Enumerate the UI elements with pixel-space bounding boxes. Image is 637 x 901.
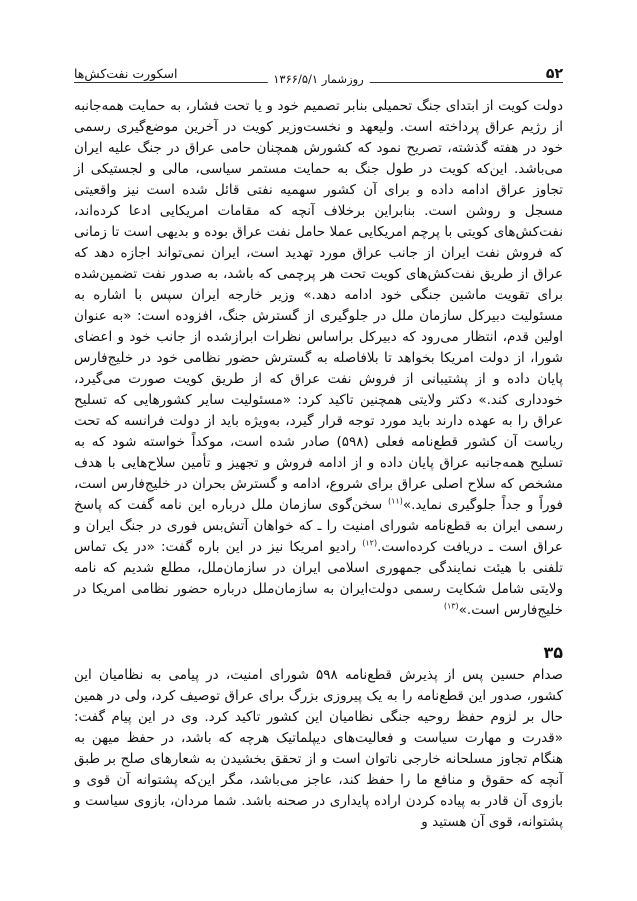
page-number: ۵۲ [545,66,563,82]
entry-34-text [74,96,563,621]
footnote-ref-12: (۱۲) [362,538,378,548]
entry-number-35: ۳۵ [543,643,563,662]
entry-34-part-3: رادیو امریکا نیز در این باره گفت: «در یک تماس تلفنی با هیئت نمایندگی جمهوری اسلامی ایران در سازمان‌ملل، مطلع شدیم که نامه ولایتی شامل شکایت رسمی دولت‌ایران به سازمان‌ملل درباره حضور نظامی امریکا در خلیج‌فارس است.» [74,539,563,618]
page-body [74,96,563,833]
entry-35-text: صدام حسین پس از پذیرش قطع‌نامه ۵۹۸ شورای امنیت، در پیامی به نظامیان این کشور، صدور این قطع‌نامه را به یک پیروزی بزرگ برای عراق توصیف کرد، ولی در همین حال بر لزوم حفظ روحیه جنگی نظامیان این کشور تاکید کرد. وی در این پیام گفت: «قدرت و مهارت سیاست و فعالیت‌های دیپلماتیک هرچه که باشد، در حفظ میهن به هنگام تجاوز مسلحانه خارجی ناتوان است و از تحقق بخشیدن به شعارهای صلح بر طبق آنچه که حقوق و منافع ما را حفظ کند، عاجز می‌باشد، مگر این‌که پشتوانه آن قوی و بازوی آن قادر به پیاده کردن اراده پایداری در صحنه باشد. شما مردان، بازوی سیاست و پشتوانه، قوی آن هستید و [74,667,563,830]
entry-34-part-1: دولت کویت از ابتدای جنگ تحمیلی بنابر تصمیم خود و یا تحت فشار، به حمایت همه‌جانبه از رژیم عراق پرداخته است. ولیعهد و نخست‌وزیر کویت در آخرین موضع‌گیری رسمی خود در هفته گذشته، تصریح نمود که کشورش همچنان حامی عراق در جنگ علیه ایران می‌باشد. این‌که کویت در طول جنگ به حمایت مستمر سیاسی، مالی و لجستیکی از تجاوز عراق ادامه داده و برای آن کشور سهمیه نفتی قائل شده است نیز واقعیتی مسجل و روشن است. بنابراین برخلاف آنچه که مقامات امریکایی ادعا کرده‌اند، نفت‌کش‌های کویتی با پرچم امریکایی عملا حامل نفت عراق بوده و بدیهی است تا زمانی که فروش نفت ایران از جانب عراق مورد تهدید است، ایران نمی‌تواند اجازه دهد که عراق از طریق نفت‌کش‌های کویت تحت هر پرچمی که باشد، به صدور نفت تضمین‌شده برای تقویت ماشین جنگی خود ادامه دهد.» وزیر خارجه ایران سپس با اشاره به مسئولیت دبیرکل سازمان ملل در جلوگیری از گسترش جنگ، افزوده است: «به عنوان اولین قدم، انتظار می‌رود که دبیرکل براساس نظرات ابرازشده از جانب خود و اعضای شورا، از دولت امریکا بخواهد تا بلافاصله به گسترش حضور نظامی خود در خلیج‌فارس پایان داده و از پشتیبانی از فروش نفت عراق که از طریق کویت صورت می‌گیرد، خودداری کند.» دکتر ولایتی همچنین تاکید کرد: «مسئولیت سایر کشورهایی که تسلیح عراق را به عهده دارند باید مورد توجه قرار گیرد، به‌ویژه باید از دولت فرانسه که تحت ریاست آن کشور قطع‌نامه فعلی (۵۹۸) صادر شده است، موکداً خواسته شود که به تسلیح همه‌جانبه عراق پایان داده و از ادامه فروش و تجهیز و تأمین سلاح‌هایی با هدف مشخص که سلاح اصلی عراق برای شروع، ادامه و گسترش بحران در خلیج‌فارس است، فوراً و جداً جلوگیری نماید.» [74,98,563,513]
running-header [74,66,563,90]
diary-date: روزشمار ۱۳۶۶/۵/۱ [267,72,369,86]
book-title: اسکورت نفت‌کش‌ها [74,66,178,81]
entry-34-part-2: سخن‌گوی سازمان ملل درباره این نامه گفت که پاسخ رسمی ایران به قطع‌نامه شورای امنیت را ـ که خواهان آتش‌بس فوری در جنگ ایران و عراق است ـ دریافت کرده‌است. [74,497,563,555]
footnote-ref-13: (۱۳) [443,601,459,611]
footnote-ref-11: (۱۱) [388,496,403,506]
